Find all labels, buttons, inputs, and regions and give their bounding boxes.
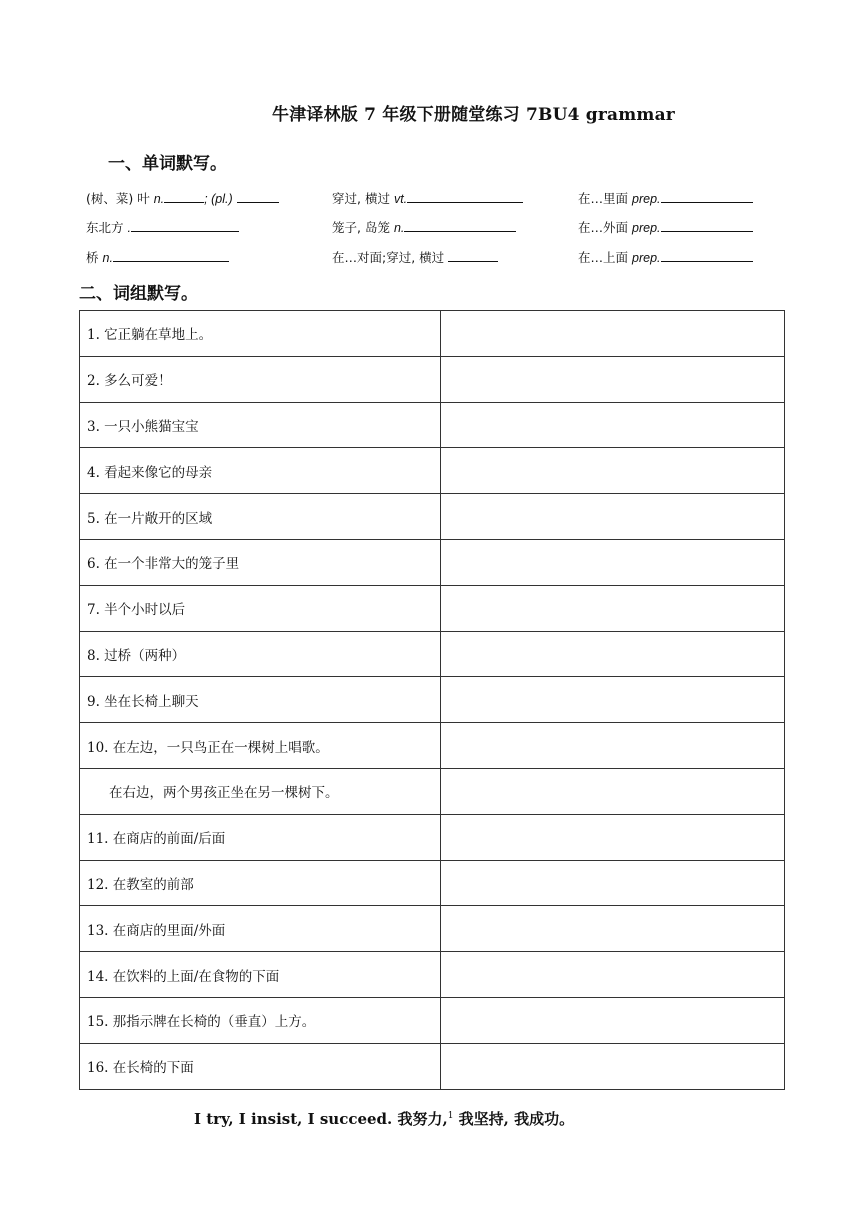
- answer-blank[interactable]: [404, 219, 516, 232]
- table-row: [80, 814, 785, 860]
- word-item: 在…里面 prep.: [578, 189, 753, 207]
- table-row: [80, 860, 785, 906]
- word-item: 桥 n.: [86, 248, 229, 266]
- answer-blank[interactable]: [164, 190, 204, 203]
- table-row: [80, 677, 785, 723]
- page-title: 牛津译林版 7 年级下册随堂练习 7BU4 grammar: [272, 105, 675, 125]
- answer-cell[interactable]: [441, 814, 785, 860]
- phrase-prompt: 2. 多么可爱！: [80, 356, 441, 402]
- answer-cell[interactable]: [441, 768, 785, 814]
- answer-blank[interactable]: [448, 249, 498, 262]
- table-row: [80, 631, 785, 677]
- motto-footer: I try, I insist, I succeed. 我努力,$^1$ 我坚持, 我成功。: [194, 1110, 575, 1128]
- answer-cell[interactable]: [441, 677, 785, 723]
- phrase-prompt: 13. 在商店的里面/外面: [80, 906, 441, 952]
- table-row: [80, 448, 785, 494]
- table-row: [80, 494, 785, 540]
- phrase-prompt: 15. 那指示牌在长椅的（垂直）上方。: [80, 997, 441, 1043]
- table-row: [80, 906, 785, 952]
- answer-cell[interactable]: [441, 356, 785, 402]
- table-row: [80, 311, 785, 357]
- phrase-prompt: 1. 它正躺在草地上。: [80, 311, 441, 357]
- phrase-table: [79, 310, 785, 1090]
- section2-heading: 二、词组默写。: [79, 284, 198, 304]
- answer-cell[interactable]: [441, 1043, 785, 1089]
- phrase-prompt: 9. 坐在长椅上聊天: [80, 677, 441, 723]
- answer-cell[interactable]: [441, 585, 785, 631]
- section1-heading: 一、单词默写。: [108, 154, 227, 174]
- answer-cell[interactable]: [441, 723, 785, 769]
- table-row: [80, 997, 785, 1043]
- answer-blank[interactable]: [407, 190, 523, 203]
- word-item: 穿过, 横过 vt.: [332, 189, 523, 207]
- phrase-prompt: 10. 在左边，一只鸟正在一棵树上唱歌。: [80, 723, 441, 769]
- phrase-prompt: 3. 一只小熊猫宝宝: [80, 402, 441, 448]
- answer-cell[interactable]: [441, 860, 785, 906]
- answer-blank[interactable]: [661, 190, 753, 203]
- phrase-prompt: 5. 在一片敞开的区域: [80, 494, 441, 540]
- phrase-prompt: 16. 在长椅的下面: [80, 1043, 441, 1089]
- table-row: [80, 952, 785, 998]
- phrase-prompt: 14. 在饮料的上面/在食物的下面: [80, 952, 441, 998]
- answer-cell[interactable]: [441, 906, 785, 952]
- table-row: [80, 1043, 785, 1089]
- phrase-prompt: 11. 在商店的前面/后面: [80, 814, 441, 860]
- word-item: 在…对面;穿过, 横过: [332, 248, 498, 266]
- word-item: 在…外面 prep.: [578, 218, 753, 236]
- answer-blank[interactable]: [237, 190, 279, 203]
- answer-cell[interactable]: [441, 448, 785, 494]
- table-row: [80, 723, 785, 769]
- answer-cell[interactable]: [441, 539, 785, 585]
- word-item: 东北方 .: [86, 218, 239, 236]
- word-item: 在…上面 prep.: [578, 248, 753, 266]
- phrase-prompt: 6. 在一个非常大的笼子里: [80, 539, 441, 585]
- word-item: (树、菜) 叶 n. ; (pl.): [86, 189, 279, 207]
- phrase-prompt: 8. 过桥（两种）: [80, 631, 441, 677]
- word-item: 笼子, 岛笼 n.: [332, 218, 516, 236]
- table-row: [80, 585, 785, 631]
- phrase-prompt: 7. 半个小时以后: [80, 585, 441, 631]
- phrase-prompt: 在右边，两个男孩正坐在另一棵树下。: [80, 768, 441, 814]
- answer-cell[interactable]: [441, 311, 785, 357]
- answer-blank[interactable]: [131, 219, 239, 232]
- answer-cell[interactable]: [441, 997, 785, 1043]
- answer-cell[interactable]: [441, 952, 785, 998]
- phrase-prompt: 12. 在教室的前部: [80, 860, 441, 906]
- table-row: [80, 768, 785, 814]
- answer-cell[interactable]: [441, 494, 785, 540]
- answer-blank[interactable]: [661, 249, 753, 262]
- answer-blank[interactable]: [113, 249, 229, 262]
- table-row: [80, 402, 785, 448]
- answer-cell[interactable]: [441, 631, 785, 677]
- table-row: [80, 356, 785, 402]
- phrase-prompt: 4. 看起来像它的母亲: [80, 448, 441, 494]
- answer-blank[interactable]: [661, 219, 753, 232]
- answer-cell[interactable]: [441, 402, 785, 448]
- table-row: [80, 539, 785, 585]
